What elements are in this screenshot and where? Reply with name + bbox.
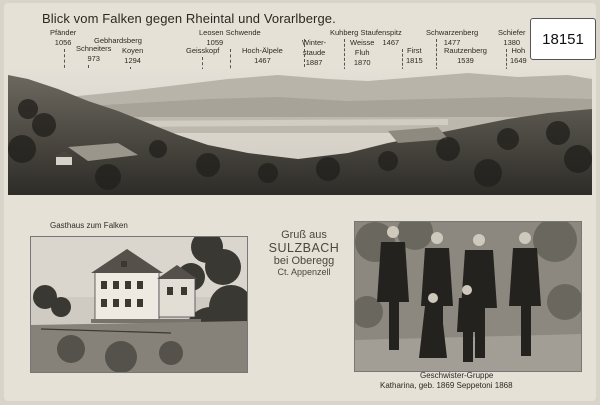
guesthouse-photo <box>30 236 248 373</box>
peak-label-leosen-schwende: Leosen Schwende 1059 <box>199 28 261 47</box>
peak-label-gebhardsberg: Gebhardsberg <box>94 36 142 45</box>
peak-label-kuhberg-staufenspitz: Kuhberg Staufenspitz 1467 <box>330 28 402 47</box>
postcard-title: Blick vom Falken gegen Rheintal und Vorarlberge. <box>42 11 336 26</box>
peak-label-first: First 1815 <box>406 46 423 65</box>
place-subtitle: bei Oberegg <box>273 255 335 267</box>
catalog-number: 18151 <box>542 30 584 48</box>
guesthouse-caption: Gasthaus zum Falken <box>50 221 128 230</box>
place-name: SULZBACH <box>268 241 340 255</box>
peak-label-hoh: Hoh 1649 <box>510 46 527 65</box>
greeting-line: Gruß aus <box>281 229 327 241</box>
family-group-photo <box>354 221 582 372</box>
greeting-block <box>256 229 352 277</box>
peak-label-geisskopf: Geisskopf <box>186 46 220 55</box>
peak-label-weisse-fluh: Weisse Fluh 1870 <box>350 38 375 67</box>
family-caption-names: Katharina, geb. 1869 Seppetoni 1868 <box>380 381 513 390</box>
peak-label-schneiters: Schneiters 973 <box>76 44 112 63</box>
peak-label-winterstaude: Winter- staude 1887 <box>302 38 327 67</box>
peak-label-pfaender: Pfänder 1056 <box>50 28 77 47</box>
family-caption-title: Geschwister-Gruppe <box>420 371 494 380</box>
peak-label-rautzenberg: Rautzenberg 1539 <box>444 46 487 65</box>
peak-label-schiefer: Schiefer 1380 <box>498 28 526 47</box>
catalog-number-label <box>530 18 596 60</box>
canton-label: Ct. Appenzell <box>277 267 331 277</box>
postcard <box>4 3 596 401</box>
peak-label-schwarzenberg: Schwarzenberg 1477 <box>426 28 479 47</box>
panorama-photo <box>8 69 592 195</box>
peak-label-hoch-aelpele: Hoch-Älpele 1467 <box>242 46 283 65</box>
peak-label-koyen: Koyen 1294 <box>122 46 144 65</box>
